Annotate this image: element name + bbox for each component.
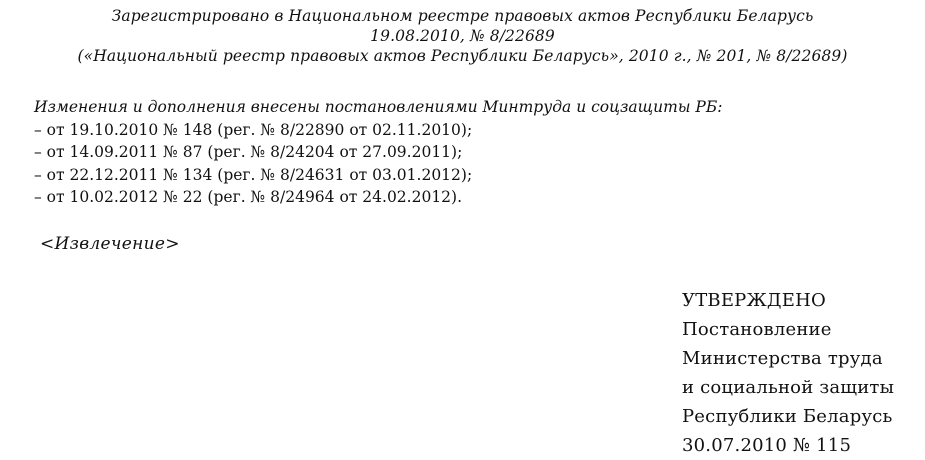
amendment-item: – от 22.12.2011 № 134 (рег. № 8/24631 от 03.01.2012); <box>34 165 473 184</box>
approval-line: Республики Беларусь <box>682 406 893 427</box>
amendment-item: – от 14.09.2011 № 87 (рег. № 8/24204 от 27.09.2011); <box>34 143 463 161</box>
registration-notice <box>0 6 925 66</box>
approval-stamp-block <box>682 286 917 460</box>
registration-line: Зарегистрировано в Национальном реестре правовых актов Республики Беларусь <box>111 7 814 25</box>
registration-number-line: 19.08.2010, № 8/22689 <box>370 27 555 45</box>
registration-source-line: («Национальный реестр правовых актов Республики Беларусь», 2010 г., № 201, № 8/22689) <box>77 47 848 65</box>
amendment-item: – от 19.10.2010 № 148 (рег. № 8/22890 от 02.11.2010); <box>34 120 473 139</box>
amendments-block <box>34 96 814 209</box>
extract-label: <Извлечение> <box>40 234 180 254</box>
approval-date-number: 30.07.2010 № 115 <box>682 435 852 456</box>
amendments-heading: Изменения и дополнения внесены постановлениями Минтруда и соцзащиты РБ: <box>34 98 723 116</box>
approval-line: и социальной защиты <box>682 377 895 398</box>
approval-title: УТВЕРЖДЕНО <box>682 290 826 311</box>
approval-line: Министерства труда <box>682 348 883 369</box>
approval-line: Постановление <box>682 319 832 340</box>
amendment-item: – от 10.02.2012 № 22 (рег. № 8/24964 от 24.02.2012). <box>34 188 463 206</box>
